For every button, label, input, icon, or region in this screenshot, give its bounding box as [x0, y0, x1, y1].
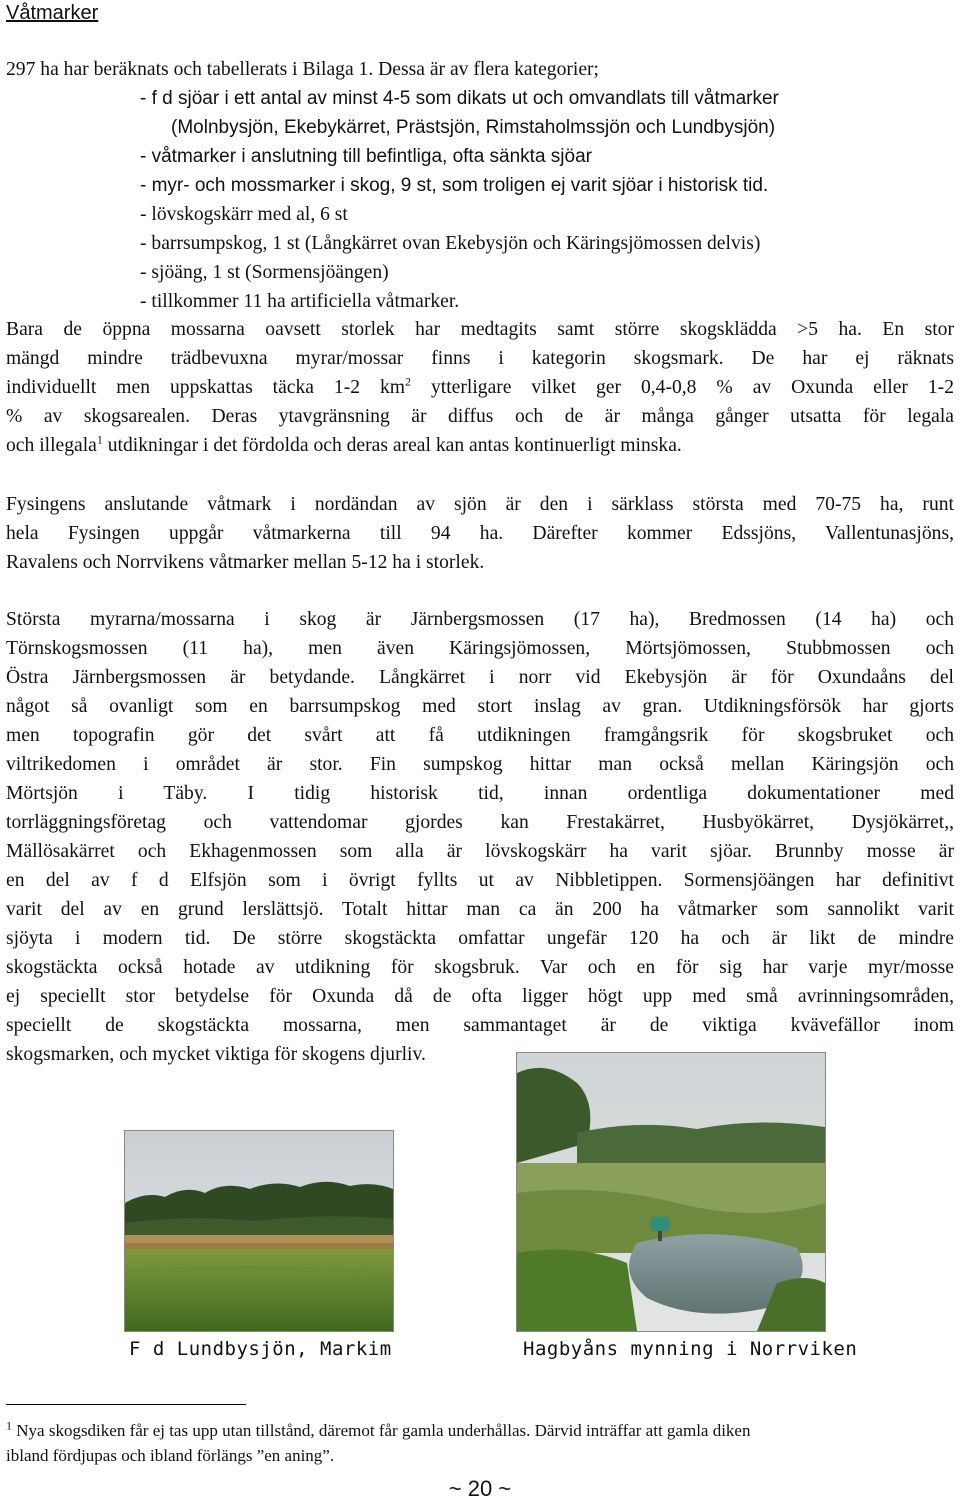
list-item: (Molnbysjön, Ekebykärret, Prästsjön, Rimstaholmssjön och Lundbysjön): [171, 117, 776, 138]
para3-line: Mällösakärret och Ekhagenmossen som alla är lövskogskärr ha varit sjöar. Brunnby mosse är: [6, 841, 954, 862]
para3-line: speciellt de skogstäckta mossarna, men sammantaget är de viktiga kvävefällor inom: [6, 1015, 954, 1036]
list-item: - lövskogskärr med al, 6 st: [140, 204, 348, 225]
section-heading: Våtmarker: [6, 2, 99, 24]
para3-line: ej speciellt stor betydelse för Oxunda då de ofta ligger högt upp med små avrinningsområden,: [6, 986, 954, 1007]
page-number: ~ 20 ~: [448, 1476, 512, 1501]
para1-line: [6, 373, 954, 402]
superscript: 2: [405, 374, 412, 389]
caption-left: F d Lundbysjön, Markim: [129, 1338, 392, 1360]
para3-line: varit del av en grund lerslättsjö. Totalt hittar man ca än 200 ha våtmarker som sannolikt varit: [6, 899, 954, 920]
footnote-mark: 1: [6, 1418, 12, 1433]
list-item: - våtmarker i anslutning till befintliga, ofta sänkta sjöar: [140, 146, 592, 167]
para1-text: individuellt men uppskattas täcka 1-2 km: [6, 377, 406, 398]
list-item: - sjöäng, 1 st (Sormensjöängen): [140, 262, 389, 283]
para1-text: ytterligare vilket ger 0,4-0,8 % av Oxunda eller 1-2: [411, 377, 954, 398]
list-item: - f d sjöar i ett antal av minst 4-5 som dikats ut och omvandlats till våtmarker: [140, 88, 779, 109]
footnote-divider: [6, 1404, 246, 1405]
para1-text: utdikningar i det fördolda och deras areal kan antas kontinuerligt minska.: [102, 435, 682, 456]
footnote-text: Nya skogsdiken får ej tas upp utan tillstånd, däremot får gamla underhållas. Därvid inträffar att gamla diken: [12, 1421, 751, 1440]
list-item: - myr- och mossmarker i skog, 9 st, som troligen ej varit sjöar i historisk tid.: [140, 175, 769, 196]
caption-right: Hagbyåns mynning i Norrviken: [523, 1338, 858, 1360]
list-item: - tillkommer 11 ha artificiella våtmarker.: [140, 291, 460, 312]
para3-line: Mörtsjön i Täby. I tidig historisk tid, innan ordentliga dokumentationer med: [6, 783, 954, 804]
footnote-ref: 1: [96, 432, 103, 447]
para3-line: en del av f d Elfsjön som i övrigt fyllts ut av Nibbletippen. Sormensjöängen har definitivt: [6, 870, 954, 891]
para2-line: Ravalens och Norrvikens våtmarker mellan 5-12 ha i storlek.: [6, 552, 485, 573]
para2-line: Fysingens anslutande våtmark i nordändan av sjön är den i särklass största med 70-75 ha, runt: [6, 494, 954, 515]
para1-line: % av skogsarealen. Deras ytavgränsning är diffus och de är många gånger utsatta för legala: [6, 406, 954, 427]
para3-line: något så ovanligt som en barrsumpskog med stort inslag av gran. Utdikningsförsök har gjorts: [6, 696, 954, 717]
para1-text: och illegala: [6, 435, 97, 456]
para3-line: skogstäckta också hotade av utdikning för skogsbruk. Var och en för sig har varje myr/mosse: [6, 957, 954, 978]
photo-lundbysjon: [124, 1130, 394, 1332]
para1-line: mängd mindre trädbevuxna myrar/mossar finns i kategorin skogsmark. De har ej räknats: [6, 348, 954, 369]
para3-line: Största myrarna/mossarna i skog är Järnbergsmossen (17 ha), Bredmossen (14 ha) och: [6, 609, 954, 630]
para3-line: men topografin gör det svårt att få utdikningen framgångsrik för skogsbruket och: [6, 725, 954, 746]
para1-line: [6, 431, 954, 460]
para3-line: torrläggningsföretag och vattendomar gjordes kan Frestakärret, Husbyökärret, Dysjökärret,,: [6, 812, 954, 833]
list-item: - barrsumpskog, 1 st (Långkärret ovan Ekebysjön och Käringsjömossen delvis): [140, 233, 761, 254]
para3-line: Törnskogsmossen (11 ha), men även Käringsjömossen, Mörtsjömossen, Stubbmossen och: [6, 638, 954, 659]
para3-line: viltrikedomen i området är stor. Fin sumpskog hittar man också mellan Käringsjön och: [6, 754, 954, 775]
para3-line: sjöyta i modern tid. De större skogstäckta omfattar ungefär 120 ha och är likt de mindre: [6, 928, 954, 949]
footnote-line: [6, 1418, 946, 1443]
para2-line: hela Fysingen uppgår våtmarkerna till 94 ha. Därefter kommer Edssjöns, Vallentunasjöns,: [6, 523, 954, 544]
photo-hagbyan: [516, 1052, 826, 1332]
intro-first-line: 297 ha har beräknats och tabellerats i Bilaga 1. Dessa är av flera kategorier;: [6, 59, 599, 80]
para3-line: Östra Järnbergsmossen är betydande. Långkärret i norr vid Ekebysjön är för Oxundaåns del: [6, 667, 954, 688]
para1-line: Bara de öppna mossarna oavsett storlek har medtagits samt större skogsklädda >5 ha. En stor: [6, 319, 954, 340]
para3-line: skogsmarken, och mycket viktiga för skogens djurliv.: [6, 1044, 426, 1065]
footnote-line: ibland fördjupas och ibland förlängs ”en aning”.: [6, 1446, 335, 1465]
